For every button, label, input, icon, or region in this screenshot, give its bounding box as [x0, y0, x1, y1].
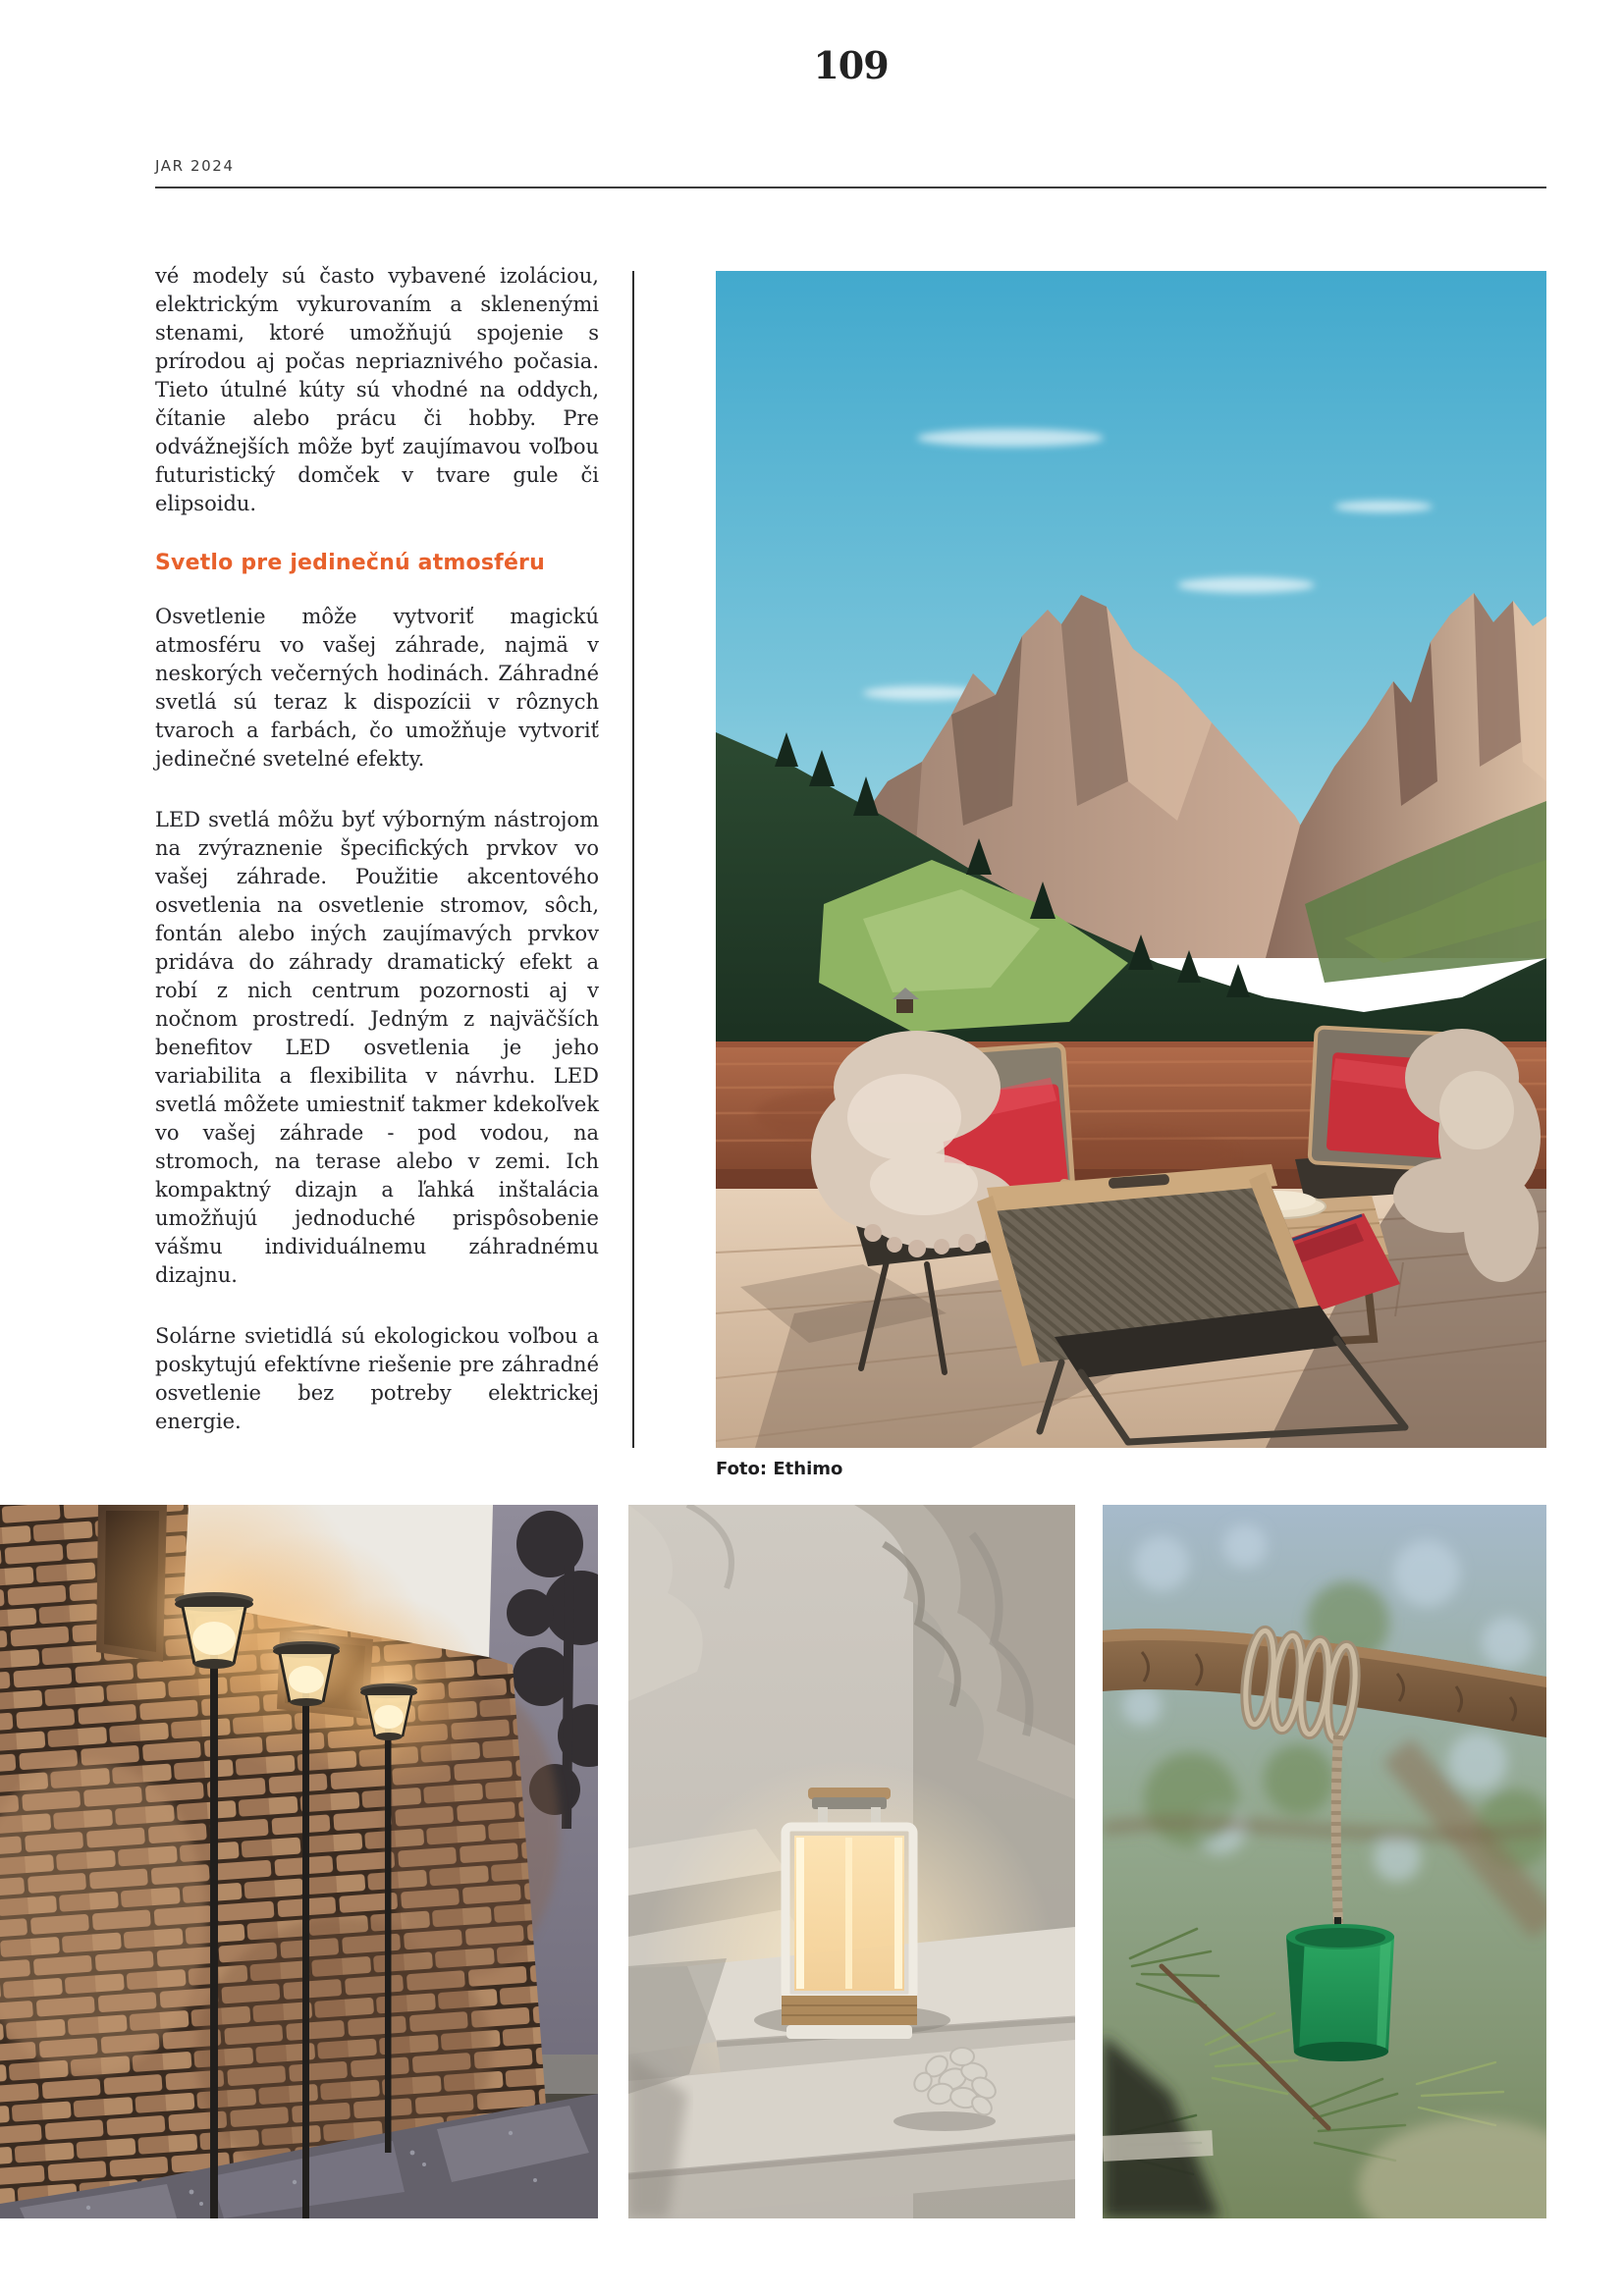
terrace-mountains-photo [716, 271, 1546, 1448]
article-paragraph: Solárne svietidlá sú ekologickou voľbou a poskytujú efektívne riešenie pre záhradné osvetlenie bez potreby elektrickej energie. [155, 1324, 599, 1433]
hanging-lamp-tree-photo [1103, 1505, 1546, 2218]
column-divider [632, 271, 634, 1448]
stone-wall-lamps-illustration [0, 1505, 598, 2218]
article-paragraph: LED svetlá môžu byť výborným nástrojom na zvýraznenie špecifických prvkov vo vašej záhrade. Použitie akcentového osvetlenia na osvetlenie stromov, sôch, fontán alebo iných zaujímavých prvkov pridáva do záhrady dramatický efekt a robí z nich centrum pozornosti aj v nočnom prostredí. Jedným z najväčších benefitov LED osvetlenia je jeho variabilita a flexibilita v návrhu. LED svetlá môžete umiestniť takmer kdekoľvek vo vašej záhrade - pod vodou, na stromoch, na terase alebo v zemi. Ich kompaktný dizajn a ľahká inštalácia umožňujú jednoduché prispôsobenie vášmu individuálnemu záhradnému dizajnu. [155, 808, 599, 1287]
lantern-steps-photo [628, 1505, 1075, 2218]
article-paragraph: vé modely sú často vybavené izoláciou, elektrickým vykurovaním a sklenenými stenami, ktoré umožňujú spojenie s prírodou aj počas nepriaznivého počasia. Tieto útulné kúty sú vhodné na oddych, čítanie alebo prácu či hobby. Pre odvážnejších môže byť zaujímavou voľbou futuristický domček v tvare gule či elipsoidu. [155, 264, 599, 515]
terrace-mountains-illustration [716, 271, 1546, 1448]
section-heading: Svetlo pre jedinečnú atmosféru [155, 551, 545, 575]
article-paragraph: Osvetlenie môže vytvoriť magickú atmosféru vo vašej záhrade, najmä v neskorých večerných hodinách. Záhradné svetlá sú teraz k dispozícii v rôznych tvaroch a farbách, čo umožňuje vytvoriť jedinečné svetelné efekty. [155, 605, 599, 771]
stone-wall-lamps-photo [0, 1505, 598, 2218]
page-number: 109 [813, 43, 889, 87]
issue-label: JAR 2024 [155, 157, 235, 175]
header-rule [155, 187, 1546, 188]
article-text-column [155, 262, 599, 1468]
green-pendant-lamp [1286, 1917, 1394, 2061]
lantern-steps-illustration [628, 1505, 1075, 2218]
hanging-lamp-illustration [1103, 1505, 1546, 2218]
photo-credit: Foto: Ethimo [716, 1459, 843, 1479]
